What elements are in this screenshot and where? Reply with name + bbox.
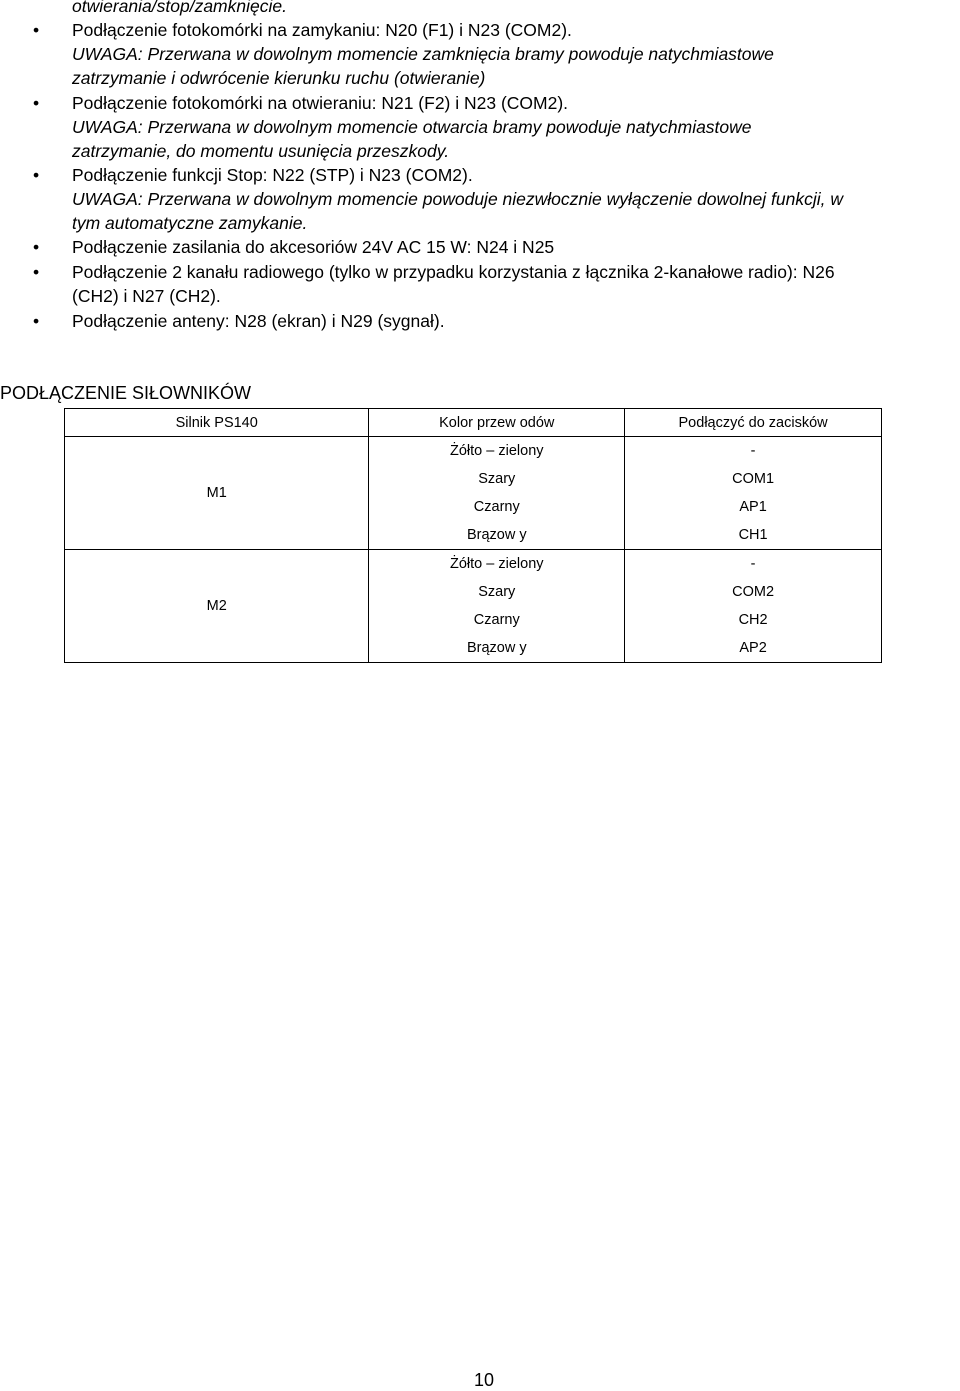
wire-color-cell: Czarny: [369, 493, 625, 521]
table-header-row: [65, 409, 882, 437]
terminal-cell: COM1: [625, 465, 882, 493]
bullet-marker: •: [33, 20, 40, 40]
bullet-marker: •: [33, 237, 40, 257]
text-line: UWAGA: Przerwana w dowolnym momencie otwarcia bramy powoduje natychmiastowe: [72, 117, 752, 137]
terminal-cell: AP2: [625, 634, 882, 663]
section-title: PODŁĄCZENIE SIŁOWNIKÓW: [0, 383, 252, 403]
bullet-marker: •: [33, 262, 40, 282]
text-line: zatrzymanie, do momentu usunięcia przeszkody.: [72, 141, 450, 161]
terminal-cell: -: [625, 550, 882, 579]
page-number: 10: [473, 1370, 495, 1390]
text-line: otwierania/stop/zamknięcie.: [72, 0, 287, 16]
text-line: Podłączenie fotokomórki na zamykaniu: N20 (F1) i N23 (COM2).: [72, 20, 572, 40]
wire-color-cell: Żółto – zielony: [369, 437, 625, 466]
text-line: UWAGA: Przerwana w dowolnym momencie powoduje niezwłocznie wyłączenie dowolnej funkcji, w: [72, 189, 843, 209]
terminal-cell: AP1: [625, 493, 882, 521]
motor-cell: M1: [65, 437, 369, 550]
terminal-cell: -: [625, 437, 882, 466]
wire-color-cell: Szary: [369, 465, 625, 493]
bullet-marker: •: [33, 165, 40, 185]
wire-color-cell: Brązow y: [369, 634, 625, 663]
text-line: Podłączenie funkcji Stop: N22 (STP) i N23 (COM2).: [72, 165, 473, 185]
terminal-cell: COM2: [625, 578, 882, 606]
text-line: (CH2) i N27 (CH2).: [72, 286, 221, 306]
text-line: tym automatyczne zamykanie.: [72, 213, 308, 233]
wire-color-cell: Brązow y: [369, 521, 625, 550]
text-line: Podłączenie fotokomórki na otwieraniu: N21 (F2) i N23 (COM2).: [72, 93, 569, 113]
text-line: Podłączenie 2 kanału radiowego (tylko w przypadku korzystania z łącznika 2-kanałowe radio): N26: [72, 262, 835, 282]
wire-color-cell: Szary: [369, 578, 625, 606]
terminal-cell: CH1: [625, 521, 882, 550]
motor-connection-table: [64, 408, 882, 663]
motor-cell: M2: [65, 550, 369, 663]
table-row: [65, 550, 882, 579]
text-line: UWAGA: Przerwana w dowolnym momencie zamknięcia bramy powoduje natychmiastowe: [72, 44, 774, 64]
wire-color-cell: Żółto – zielony: [369, 550, 625, 579]
bullet-marker: •: [33, 93, 40, 113]
table-row: [65, 437, 882, 466]
terminal-cell: CH2: [625, 606, 882, 634]
text-line: zatrzymanie i odwrócenie kierunku ruchu (otwieranie): [72, 68, 486, 88]
table-header-cell: Podłączyć do zacisków: [625, 409, 882, 437]
text-line: Podłączenie anteny: N28 (ekran) i N29 (sygnał).: [72, 311, 445, 331]
table-header-cell: Kolor przew odów: [369, 409, 625, 437]
bullet-marker: •: [33, 311, 40, 331]
text-line: Podłączenie zasilania do akcesoriów 24V AC 15 W: N24 i N25: [72, 237, 555, 257]
table-header-cell: Silnik PS140: [65, 409, 369, 437]
wire-color-cell: Czarny: [369, 606, 625, 634]
